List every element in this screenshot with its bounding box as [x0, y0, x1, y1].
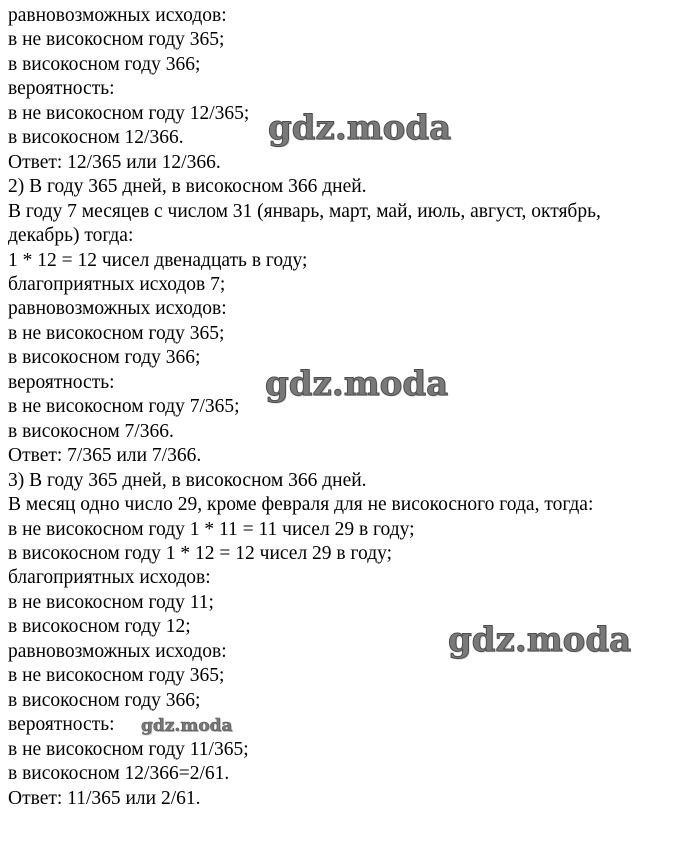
text-line: вероятность: — [8, 78, 115, 100]
text-line: в не високосном году 365; — [8, 29, 225, 51]
text-line: благоприятных исходов: — [8, 567, 211, 589]
answer-line: Ответ: 12/365 или 12/366. — [8, 151, 221, 173]
watermark-logo: gdz.moda — [265, 364, 449, 404]
text-line: в високосном 12/366. — [8, 127, 184, 149]
text-line: в не високосном году 12/365; — [8, 102, 250, 124]
text-line: в не високосном году 11; — [8, 591, 214, 613]
text-line: в не високосном году 11/365; — [8, 738, 249, 760]
answer-line: Ответ: 7/365 или 7/366. — [8, 445, 202, 467]
watermark-logo: gdz.moda — [448, 620, 632, 660]
text-line: равновозможных исходов: — [8, 5, 227, 26]
section-heading: 3) В году 365 дней, в високосном 366 дней. — [8, 469, 367, 491]
text-line: в не високосном году 7/365; — [8, 396, 240, 418]
text-line: в високосном году 12; — [8, 616, 191, 638]
text-line: в високосном 12/366=2/61. — [8, 763, 230, 785]
text-line: вероятность: — [8, 371, 115, 393]
text-line: в не високосном году 365; — [8, 322, 225, 344]
text-line: в високосном году 1 * 12 = 12 чисел 29 в году; — [8, 542, 393, 564]
text-line: равновозможных исходов: — [8, 640, 227, 662]
text-line: в високосном году 366; — [8, 347, 201, 369]
text-line: равновозможных исходов: — [8, 298, 227, 320]
text-line: в не високосном году 1 * 11 = 11 чисел 29 в году; — [8, 518, 415, 540]
text-line: благоприятных исходов 7; — [8, 273, 226, 295]
text-line: в високосном году 366; — [8, 689, 201, 711]
text-line: в не високосном году 365; — [8, 665, 225, 687]
text-line: В году 7 месяцев с числом 31 (январь, март, май, июль, август, октябрь, декабрь) тогда: — [8, 200, 601, 247]
text-line: вероятность: — [8, 714, 115, 736]
watermark-logo: gdz.moda — [141, 716, 233, 736]
section-heading: 2) В году 365 дней, в високосном 366 дней. — [8, 176, 367, 198]
text-line: В месяц одно число 29, кроме февраля для не високосного года, тогда: — [8, 494, 594, 516]
text-line: в високосном году 366; — [8, 53, 201, 75]
watermark-logo: gdz.moda — [268, 108, 452, 148]
text-line: в високосном 7/366. — [8, 420, 174, 442]
text-line: 1 * 12 = 12 чисел двенадцать в году; — [8, 249, 308, 271]
answer-line: Ответ: 11/365 или 2/61. — [8, 787, 201, 809]
